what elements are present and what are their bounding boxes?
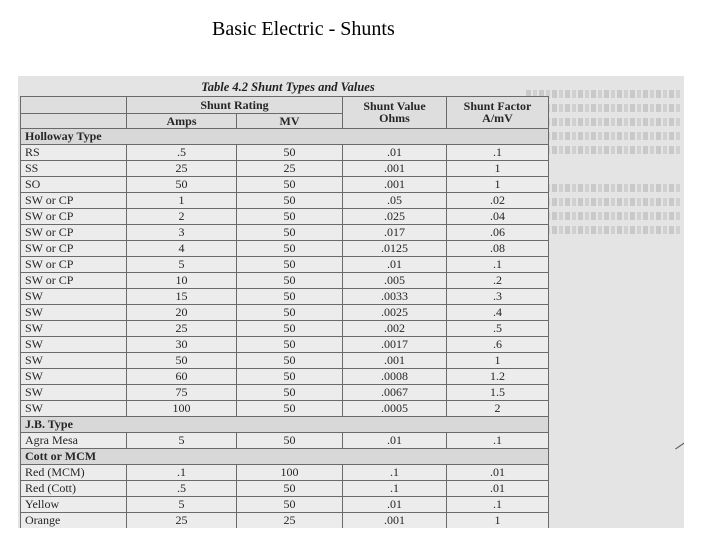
cell-ohms: .001 bbox=[343, 160, 447, 176]
group-label: J.B. Type bbox=[21, 416, 549, 432]
cell-factor: .1 bbox=[447, 144, 549, 160]
cell-ohms: .05 bbox=[343, 192, 447, 208]
header-blank bbox=[21, 97, 127, 114]
cell-mv: 50 bbox=[237, 208, 343, 224]
cell-amps: 25 bbox=[127, 512, 237, 528]
cell-mv: 50 bbox=[237, 304, 343, 320]
table-row bbox=[21, 480, 549, 496]
cell-mv: 25 bbox=[237, 512, 343, 528]
header-shunt-rating: Shunt Rating bbox=[127, 97, 343, 114]
cell-factor: .1 bbox=[447, 496, 549, 512]
cell-mv: 25 bbox=[237, 160, 343, 176]
table-row bbox=[21, 144, 549, 160]
cell-mv: 50 bbox=[237, 240, 343, 256]
cell-amps: 50 bbox=[127, 176, 237, 192]
cell-amps: 2 bbox=[127, 208, 237, 224]
table-row bbox=[21, 512, 549, 528]
cell-mv: 50 bbox=[237, 496, 343, 512]
table-row bbox=[21, 256, 549, 272]
cell-ohms: .1 bbox=[343, 464, 447, 480]
cell-shunt-type: SW bbox=[21, 384, 127, 400]
table-row bbox=[21, 320, 549, 336]
cell-factor: .01 bbox=[447, 464, 549, 480]
table-title: Table 4.2 Shunt Types and Values bbox=[201, 80, 375, 94]
table-row bbox=[21, 192, 549, 208]
cell-shunt-type: SW bbox=[21, 336, 127, 352]
table-row bbox=[21, 352, 549, 368]
cell-shunt-type: SW or CP bbox=[21, 272, 127, 288]
cell-shunt-type: SW bbox=[21, 368, 127, 384]
cell-amps: 10 bbox=[127, 272, 237, 288]
group-label: Holloway Type bbox=[21, 128, 549, 144]
cell-shunt-type: SW bbox=[21, 352, 127, 368]
cell-ohms: .0125 bbox=[343, 240, 447, 256]
cell-factor: 2 bbox=[447, 400, 549, 416]
table-row bbox=[21, 240, 549, 256]
cell-factor: 1 bbox=[447, 512, 549, 528]
cell-mv: 50 bbox=[237, 272, 343, 288]
cell-mv: 100 bbox=[237, 464, 343, 480]
cell-mv: 50 bbox=[237, 352, 343, 368]
cell-amps: 4 bbox=[127, 240, 237, 256]
cell-mv: 50 bbox=[237, 432, 343, 448]
table-row bbox=[21, 432, 549, 448]
cell-ohms: .0005 bbox=[343, 400, 447, 416]
table-group-header bbox=[21, 416, 549, 432]
cell-ohms: .017 bbox=[343, 224, 447, 240]
table-row bbox=[21, 496, 549, 512]
cell-mv: 50 bbox=[237, 400, 343, 416]
cell-factor: .04 bbox=[447, 208, 549, 224]
table-row bbox=[21, 384, 549, 400]
cell-mv: 50 bbox=[237, 336, 343, 352]
cell-ohms: .1 bbox=[343, 480, 447, 496]
cell-shunt-type: SW or CP bbox=[21, 208, 127, 224]
cell-shunt-type: Orange bbox=[21, 512, 127, 528]
cell-mv: 50 bbox=[237, 144, 343, 160]
cell-amps: 25 bbox=[127, 160, 237, 176]
cell-factor: 1 bbox=[447, 160, 549, 176]
cell-amps: 5 bbox=[127, 256, 237, 272]
table-group-header bbox=[21, 448, 549, 464]
cell-ohms: .001 bbox=[343, 176, 447, 192]
cell-mv: 50 bbox=[237, 224, 343, 240]
cell-amps: 15 bbox=[127, 288, 237, 304]
table-row bbox=[21, 160, 549, 176]
cell-factor: .5 bbox=[447, 320, 549, 336]
header-shunt-value: Shunt Value Ohms bbox=[343, 97, 447, 129]
table-row bbox=[21, 304, 549, 320]
cell-factor: .01 bbox=[447, 480, 549, 496]
cell-factor: .02 bbox=[447, 192, 549, 208]
cell-shunt-type: SW bbox=[21, 304, 127, 320]
cell-shunt-type: SW or CP bbox=[21, 192, 127, 208]
table-group-header bbox=[21, 128, 549, 144]
scan-mark bbox=[675, 440, 684, 450]
header-blank-2 bbox=[21, 114, 127, 129]
cell-amps: .5 bbox=[127, 144, 237, 160]
cell-mv: 50 bbox=[237, 320, 343, 336]
cell-ohms: .0017 bbox=[343, 336, 447, 352]
cell-shunt-type: Red (Cott) bbox=[21, 480, 127, 496]
cell-factor: .6 bbox=[447, 336, 549, 352]
cell-mv: 50 bbox=[237, 256, 343, 272]
table-row bbox=[21, 336, 549, 352]
cell-amps: .1 bbox=[127, 464, 237, 480]
cell-mv: 50 bbox=[237, 192, 343, 208]
cell-amps: 20 bbox=[127, 304, 237, 320]
cell-mv: 50 bbox=[237, 480, 343, 496]
cell-amps: 25 bbox=[127, 320, 237, 336]
scanned-table-image bbox=[18, 76, 684, 528]
table-row bbox=[21, 464, 549, 480]
table-body bbox=[21, 128, 549, 528]
cell-ohms: .0008 bbox=[343, 368, 447, 384]
cell-factor: .1 bbox=[447, 256, 549, 272]
cell-factor: 1.2 bbox=[447, 368, 549, 384]
cell-mv: 50 bbox=[237, 384, 343, 400]
cell-amps: 75 bbox=[127, 384, 237, 400]
table-row bbox=[21, 176, 549, 192]
cell-mv: 50 bbox=[237, 288, 343, 304]
cell-ohms: .0033 bbox=[343, 288, 447, 304]
table-row bbox=[21, 400, 549, 416]
cell-ohms: .01 bbox=[343, 432, 447, 448]
cell-shunt-type: RS bbox=[21, 144, 127, 160]
cell-ohms: .01 bbox=[343, 256, 447, 272]
cell-ohms: .025 bbox=[343, 208, 447, 224]
cell-shunt-type: SO bbox=[21, 176, 127, 192]
cell-amps: 1 bbox=[127, 192, 237, 208]
cell-ohms: .0025 bbox=[343, 304, 447, 320]
cell-shunt-type: Yellow bbox=[21, 496, 127, 512]
slide-title: Basic Electric - Shunts bbox=[212, 18, 395, 40]
cell-shunt-type: Red (MCM) bbox=[21, 464, 127, 480]
cell-ohms: .01 bbox=[343, 144, 447, 160]
cell-factor: .2 bbox=[447, 272, 549, 288]
header-amps: Amps bbox=[127, 114, 237, 129]
cell-amps: 5 bbox=[127, 496, 237, 512]
cell-amps: 30 bbox=[127, 336, 237, 352]
cell-ohms: .01 bbox=[343, 496, 447, 512]
cell-ohms: .0067 bbox=[343, 384, 447, 400]
cell-amps: 100 bbox=[127, 400, 237, 416]
cell-shunt-type: SW bbox=[21, 288, 127, 304]
cell-factor: 1 bbox=[447, 176, 549, 192]
cell-amps: .5 bbox=[127, 480, 237, 496]
cell-shunt-type: SW bbox=[21, 400, 127, 416]
cell-factor: .3 bbox=[447, 288, 549, 304]
table-row bbox=[21, 224, 549, 240]
cell-amps: 50 bbox=[127, 352, 237, 368]
cell-ohms: .005 bbox=[343, 272, 447, 288]
cell-amps: 3 bbox=[127, 224, 237, 240]
cell-factor: .1 bbox=[447, 432, 549, 448]
cell-amps: 5 bbox=[127, 432, 237, 448]
cell-ohms: .002 bbox=[343, 320, 447, 336]
header-shunt-factor: Shunt Factor A/mV bbox=[447, 97, 549, 129]
table-row bbox=[21, 272, 549, 288]
cell-mv: 50 bbox=[237, 368, 343, 384]
cell-factor: .08 bbox=[447, 240, 549, 256]
cell-shunt-type: Agra Mesa bbox=[21, 432, 127, 448]
header-mv: MV bbox=[237, 114, 343, 129]
cell-factor: .06 bbox=[447, 224, 549, 240]
cell-factor: 1 bbox=[447, 352, 549, 368]
cell-ohms: .001 bbox=[343, 512, 447, 528]
cell-amps: 60 bbox=[127, 368, 237, 384]
table-row bbox=[21, 208, 549, 224]
cell-shunt-type: SS bbox=[21, 160, 127, 176]
cell-shunt-type: SW bbox=[21, 320, 127, 336]
cell-factor: .4 bbox=[447, 304, 549, 320]
table-row bbox=[21, 368, 549, 384]
shunt-table bbox=[20, 96, 549, 528]
table-row bbox=[21, 288, 549, 304]
cell-shunt-type: SW or CP bbox=[21, 224, 127, 240]
cell-shunt-type: SW or CP bbox=[21, 240, 127, 256]
group-label: Cott or MCM bbox=[21, 448, 549, 464]
cell-factor: 1.5 bbox=[447, 384, 549, 400]
cell-mv: 50 bbox=[237, 176, 343, 192]
cell-shunt-type: SW or CP bbox=[21, 256, 127, 272]
cell-ohms: .001 bbox=[343, 352, 447, 368]
